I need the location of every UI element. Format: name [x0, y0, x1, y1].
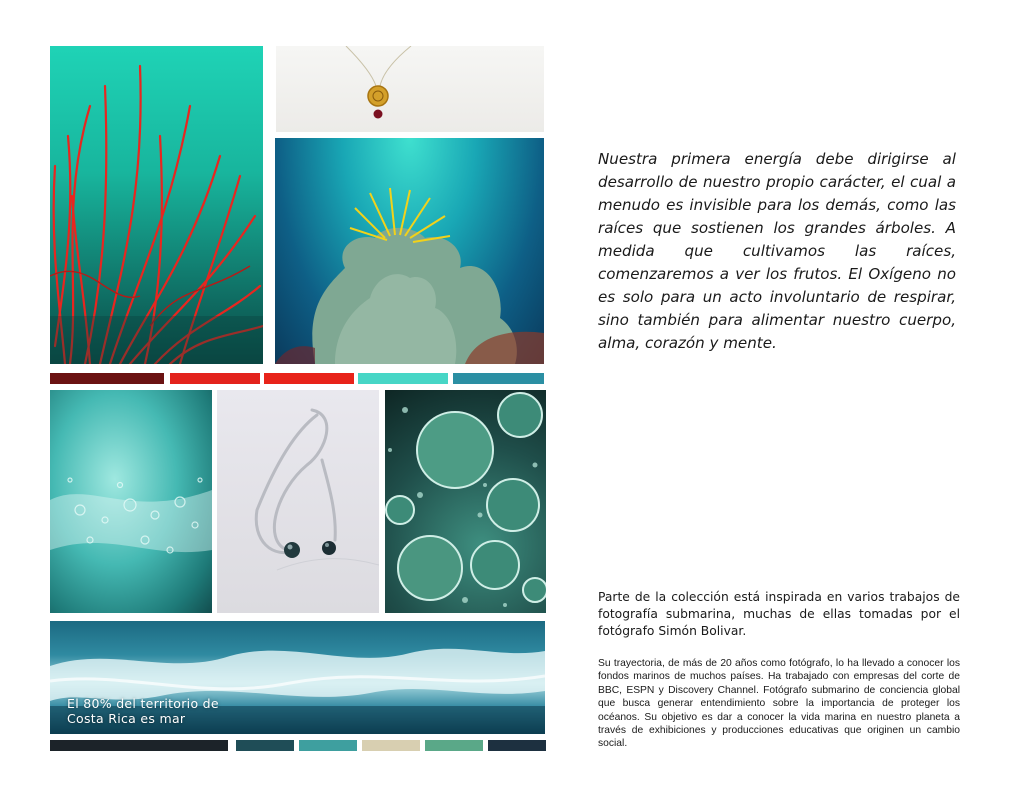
pendant-illustration: [276, 46, 544, 132]
photographer-bio: Su trayectoria, de más de 20 años como fotógrafo, lo ha llevado a conocer los fondos marinos de muchos países. Ha trabajado con empresas del corte de BBC, ESPN y Discovery Channel. Fotógrafo submarino de conciencia global que busca generar entendimiento sobre la importancia de proteger los océanos. Su objetivo es dar a conocer la vida marina en nuestro planeta a través de exhibiciones y producciones educativas que originen un cambio social.: [598, 658, 960, 750]
palette-swatch: [425, 740, 483, 751]
palette-swatch: [453, 373, 544, 384]
palette-swatch: [362, 740, 420, 751]
inspiration-quote: Nuestra primera energía debe dirigirse al desarrollo de nuestro propio carácter, el cual a menudo es invisible para los demás, como las raíces que sostienen los grandes árboles. A medida que cultivamos las raíces, comenzaremos a ver los frutos. El Oxígeno no es solo para un acto involuntario de respirar, sino también para alimentar nuestro cuerpo, alma, corazón y mente.: [598, 150, 956, 352]
palette-swatch: [299, 740, 357, 751]
coral-illustration: [275, 138, 544, 364]
gold-pendant-photo: [276, 46, 544, 132]
caption-line: El 80% del territorio de: [67, 696, 219, 711]
water-bubbles-illustration: [50, 390, 212, 613]
palette-swatch: [50, 373, 164, 384]
oil-bubbles-illustration: [385, 390, 546, 613]
coral-crinoid-photo: [275, 138, 544, 364]
palette-swatch: [264, 373, 354, 384]
palette-swatch: [50, 740, 228, 751]
ocean-wave-photo: [50, 621, 545, 734]
palette-swatch: [488, 740, 546, 751]
collection-intro: Parte de la colección está inspirada en varios trabajos de fotografía submarina, muchas de ellas tomadas por el fotógrafo Simón Bolivar.: [598, 590, 960, 638]
photo-caption: [67, 696, 219, 726]
oil-bubbles-photo: [385, 390, 546, 613]
pearl-necklace-photo: [217, 390, 379, 613]
palette-swatch: [236, 740, 294, 751]
red-sea-fan-illustration: [50, 46, 263, 364]
palette-swatch: [358, 373, 448, 384]
necklace-illustration: [217, 390, 379, 613]
water-bubbles-photo: [50, 390, 212, 613]
red-sea-fan-photo: [50, 46, 263, 364]
palette-swatch: [170, 373, 260, 384]
caption-line: Costa Rica es mar: [67, 711, 186, 726]
